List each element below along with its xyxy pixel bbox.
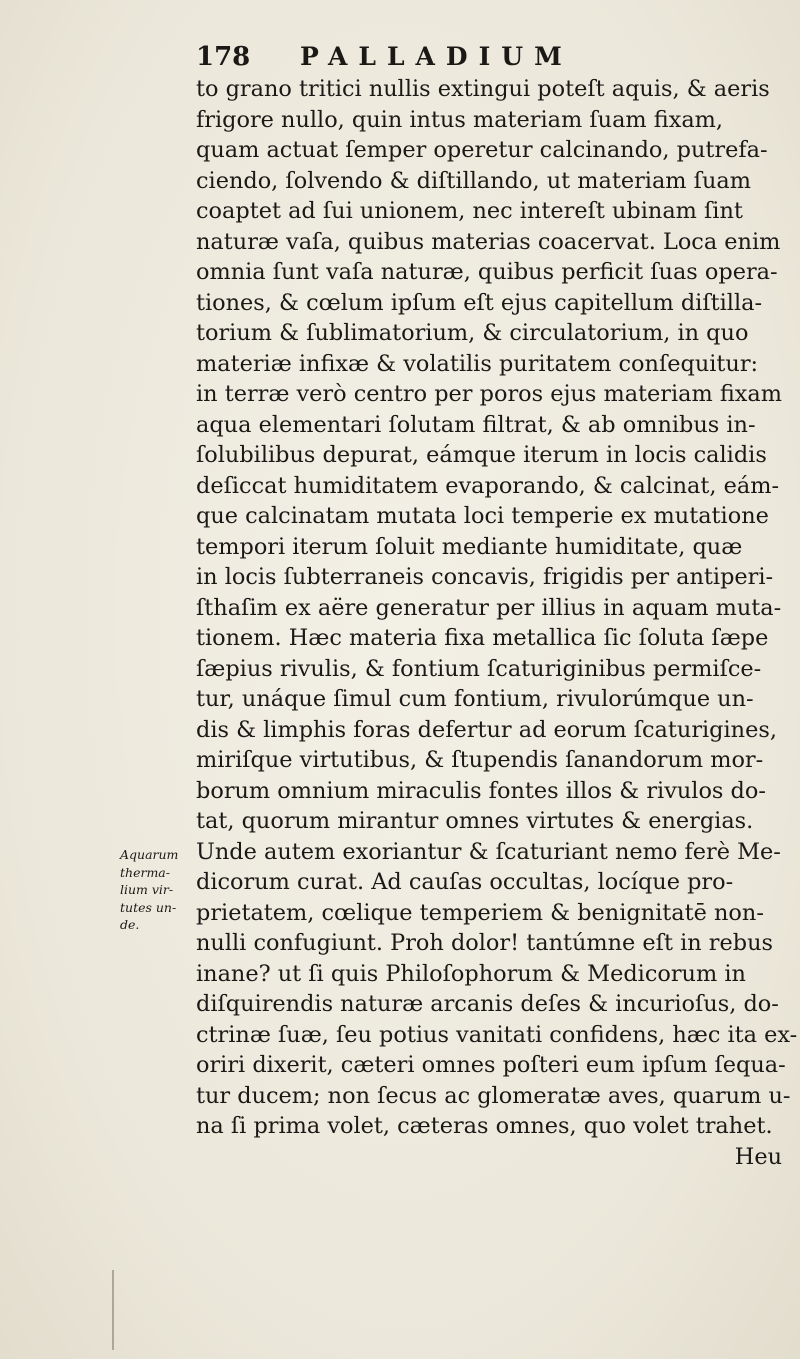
text-line: tempori iterum ſoluit mediante humiditate, quæ — [196, 533, 743, 560]
text-line: prietatem, cœlique temperiem & benignitatē non- — [196, 899, 764, 926]
margin-note — [120, 846, 190, 934]
text-line: ſthaſim ex aëre generatur per illius in aquam muta- — [196, 594, 782, 621]
text-line: in locis ſubterraneis concavis, frigidis per antiperi- — [196, 564, 774, 590]
text-line: ſæpius rivulis, & fontium ſcaturiginibus permiſce- — [196, 655, 762, 682]
text-line: deſiccat humiditatem evaporando, & calcinat, eám- — [196, 472, 780, 499]
text-line: diſquirendis naturæ arcanis deſes & incurioſus, do- — [196, 991, 779, 1017]
page-number: 178 — [196, 42, 251, 72]
text-line: quam actuat ſemper operetur calcinando, putrefa- — [196, 137, 768, 163]
text-line: omnia ſunt vaſa naturæ, quibus perficit ſuas opera- — [196, 259, 778, 285]
text-line: dis & limphis foras defertur ad eorum ſcaturigines, — [196, 716, 777, 743]
margin-note-line: Aquarum — [120, 847, 179, 862]
margin-note-line: therma- — [120, 864, 170, 880]
body-text — [196, 74, 798, 1172]
text-line: ſolubilibus depurat, eámque iterum in locis calidis — [196, 442, 767, 468]
text-line: tur, unáque ſimul cum fontium, rivulorúmque un- — [196, 686, 754, 712]
text-line: nulli confugiunt. Proh dolor! tantúmne eſt in rebus — [196, 930, 773, 956]
text-line: oriri dixerit, cæteri omnes poſteri eum ipſum ſequa- — [196, 1052, 786, 1078]
text-line: na ſi prima volet, cæteras omnes, quo volet trahet. — [196, 1113, 773, 1139]
text-line: frigore nullo, quin intus materiam ſuam fixam, — [196, 106, 724, 133]
margin-note-line: de. — [120, 917, 140, 932]
margin-note-line: tutes un- — [120, 899, 177, 915]
page-header — [0, 36, 800, 76]
page-edge-mark — [112, 1270, 114, 1350]
text-line: materiæ infixæ & volatilis puritatem conſequitur: — [196, 350, 759, 377]
text-line: tat, quorum mirantur omnes virtutes & energias. — [196, 808, 754, 834]
text-line: aqua elementari ſolutam filtrat, & ab omnibus in- — [196, 411, 756, 438]
text-line: borum omnium miraculis fontes illos & rivulos do- — [196, 777, 766, 804]
text-line: coaptet ad ſui unionem, nec intereſt ubinam ſint — [196, 198, 743, 224]
text-line: in terræ verò centro per poros ejus materiam fixam — [196, 381, 782, 407]
text-line: to grano tritici nullis extingui poteſt aquis, & aeris — [196, 76, 770, 102]
text-line: dicorum curat. Ad cauſas occultas, locíque pro- — [196, 869, 734, 895]
text-line: ctrinæ ſuæ, ſeu potius vanitati confidens, hæc ita ex- — [196, 1021, 798, 1048]
text-line: torium & ſublimatorium, & circulatorium, in quo — [196, 320, 749, 346]
text-line: tiones, & cœlum ipſum eſt ejus capitellum diſtilla- — [196, 289, 763, 316]
text-line: naturæ vaſa, quibus materias coacervat. Loca enim — [196, 228, 781, 255]
margin-note-line: lium vir- — [120, 882, 174, 897]
text-line: ciendo, ſolvendo & diſtillando, ut materiam ſuam — [196, 167, 751, 194]
text-line: miriſque virtutibus, & ſtupendis ſanandorum mor- — [196, 747, 764, 773]
text-line: que calcinatam mutata loci temperie ex mutatione — [196, 503, 769, 529]
text-line: tur ducem; non ſecus ac glomeratæ aves, quarum u- — [196, 1082, 791, 1109]
catchword: Heu — [734, 1143, 782, 1170]
text-line: inane? ut ſi quis Philoſophorum & Medicorum in — [196, 960, 746, 987]
running-title: PALLADIUM — [300, 42, 573, 71]
text-line: Unde autem exoriantur & ſcaturiant nemo ferè Me- — [196, 838, 781, 865]
text-line: tionem. Hæc materia fixa metallica ſic ſoluta ſæpe — [196, 625, 769, 651]
